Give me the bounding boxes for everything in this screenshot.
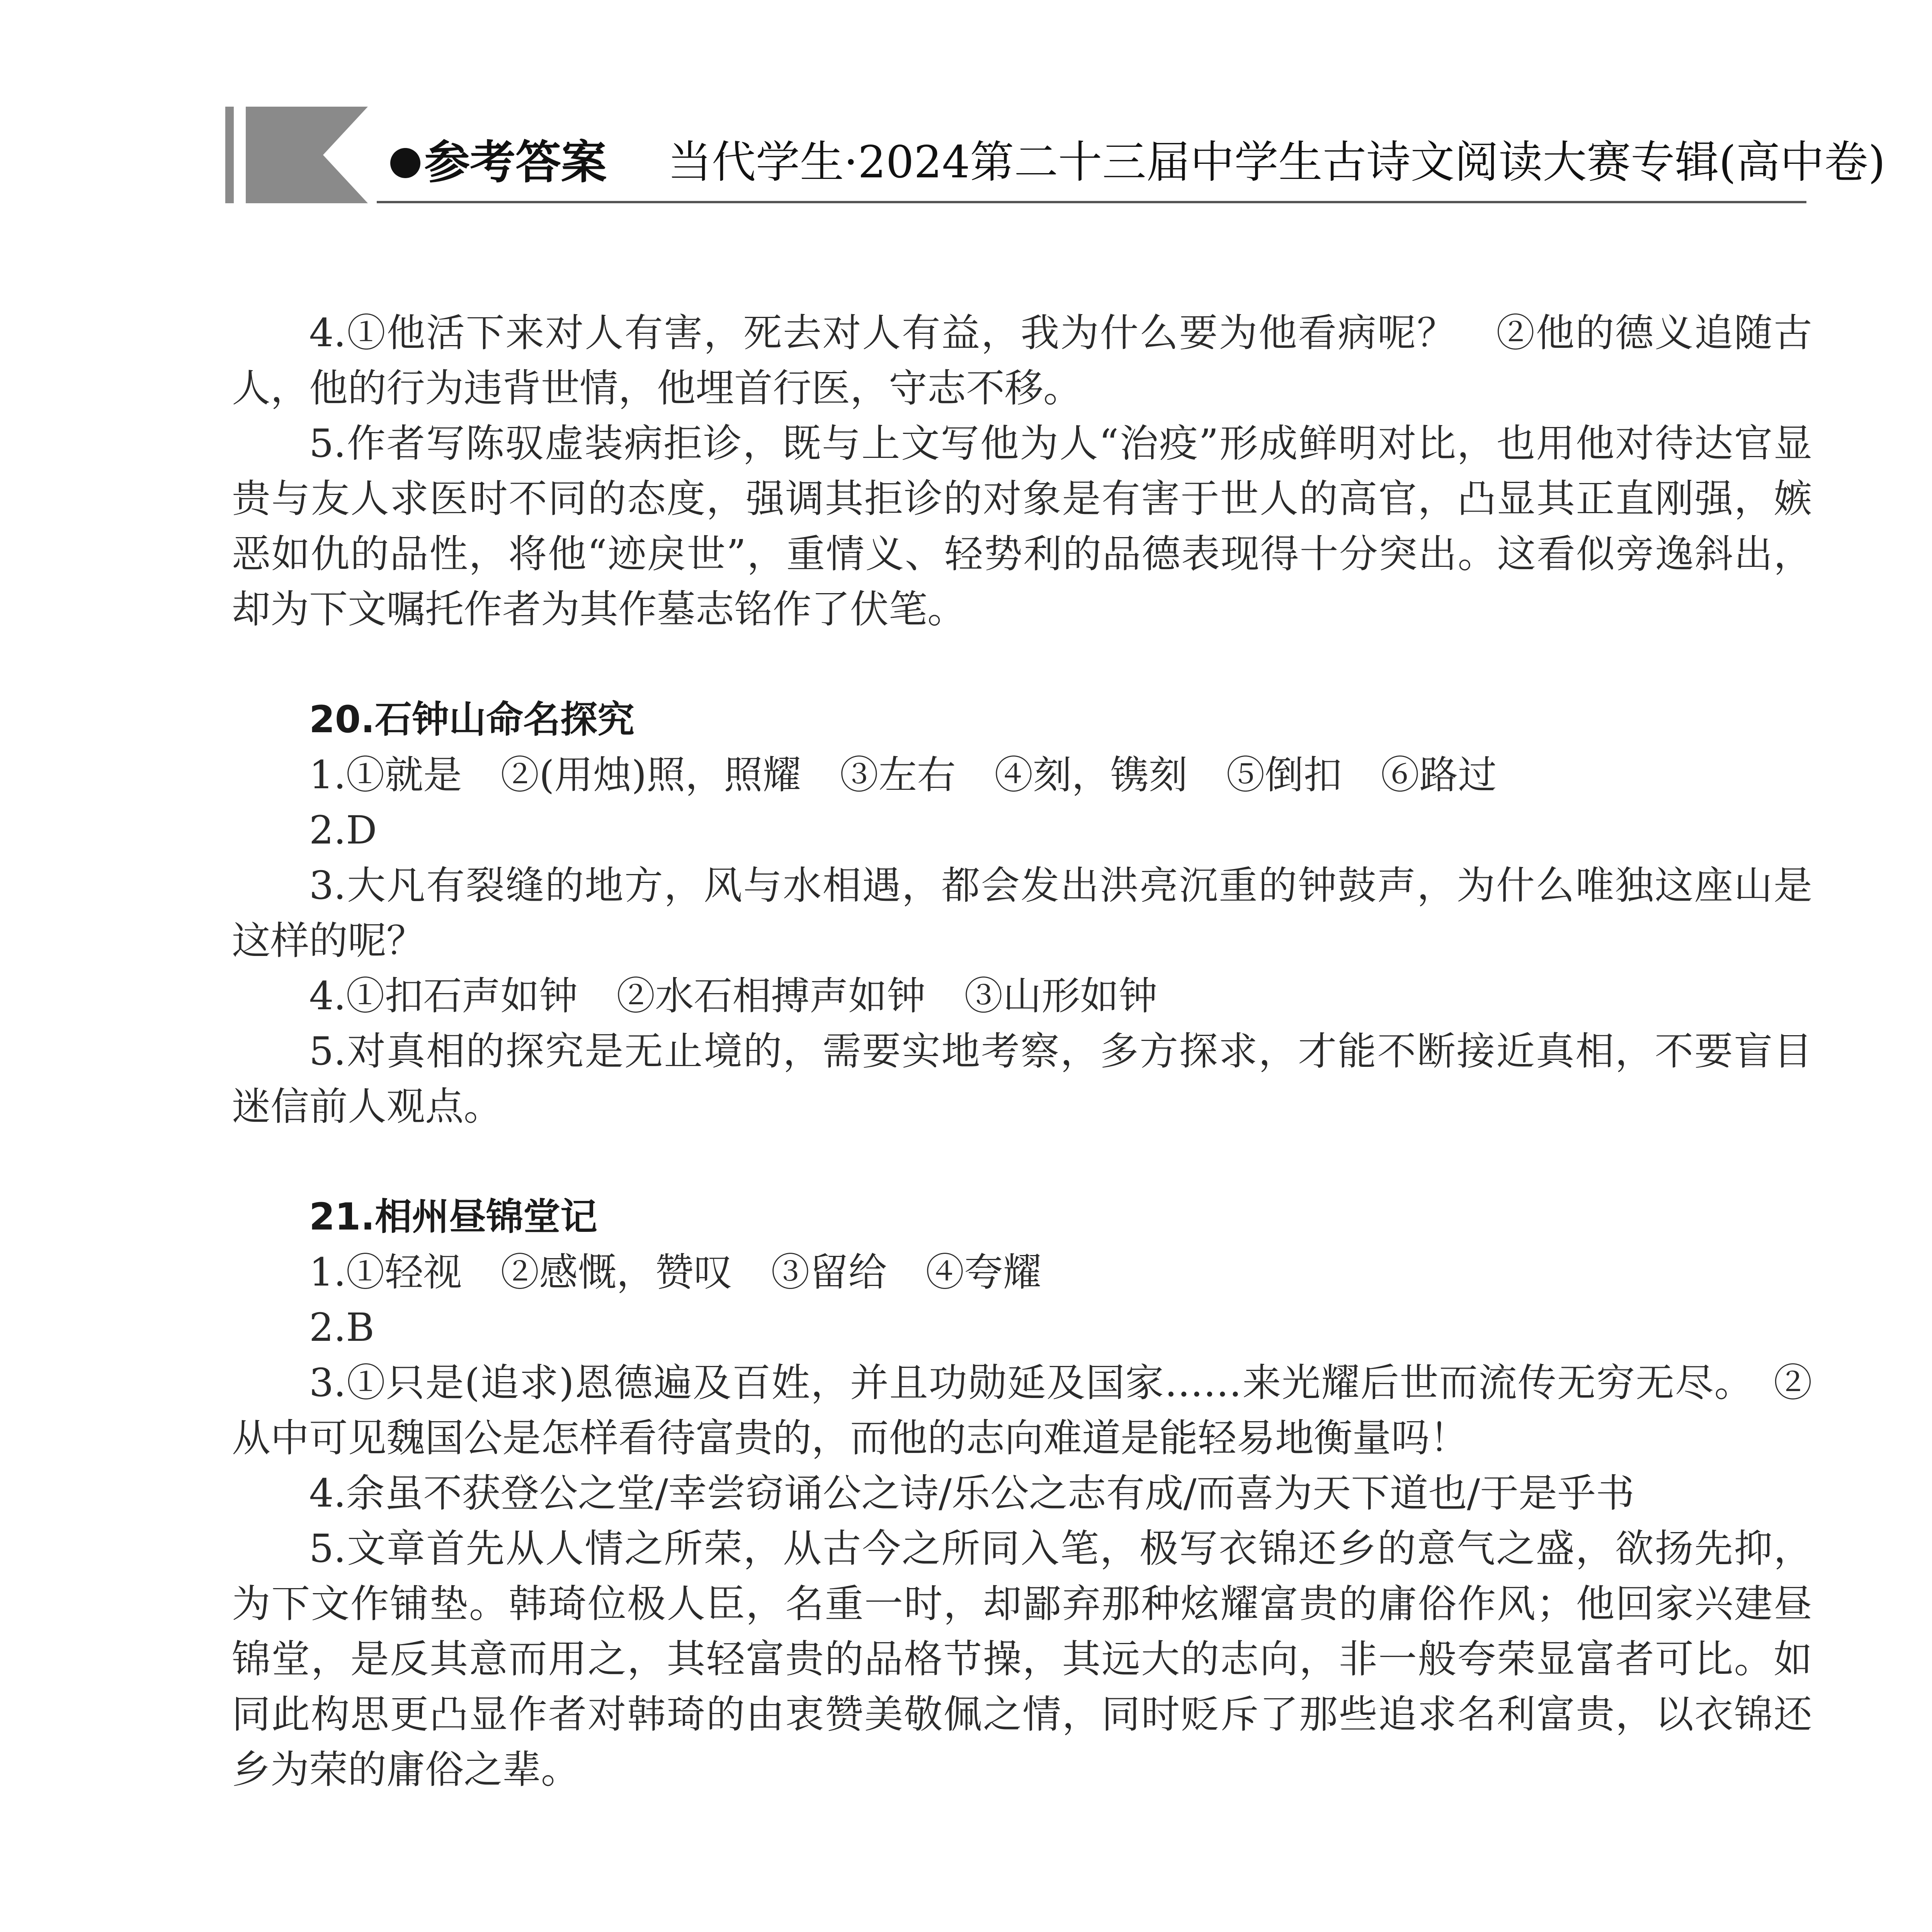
answer-item: 1.①轻视 ②感慨，赞叹 ③留给 ④夸耀 [309, 1250, 1042, 1295]
intro-answers [232, 305, 1812, 637]
section-title: 21.相州昼锦堂记 [309, 1195, 598, 1238]
bullet-dot-icon [390, 148, 420, 178]
section-title: 20.石钟山命名探究 [309, 698, 635, 741]
header-flag-icon [246, 107, 368, 203]
answer-item: 4.①扣石声如钟 ②水石相搏声如钟 ③山形如钟 [309, 973, 1158, 1019]
publication-title: 当代学生·2024第二十三届中学生古诗文阅读大赛专辑(高中卷) [668, 136, 1886, 188]
answer-item: 2.B [309, 1305, 374, 1350]
answer-item: 5.对真相的探究是无止境的，需要实地考察，多方探求，才能不断接近真相，不要盲目迷信前人观点。 [232, 1029, 1812, 1129]
answer-item: 3.①只是(追求)恩德遍及百姓，并且功勋延及国家……来光耀后世而流传无穷无尽。 ②从中可见魏国公是怎样看待富贵的，而他的志向难道是能轻易地衡量吗！ [232, 1360, 1812, 1461]
answer-item: 4.①他活下来对人有害，死去对人有益，我为什么要为他看病呢？ ②他的德义追随古人，他的行为违背世情，他埋首行医，守志不移。 [232, 310, 1812, 411]
section-20 [232, 692, 1812, 1134]
header-rule [377, 201, 1806, 203]
answer-item: 1.①就是 ②(用烛)照，照耀 ③左右 ④刻，镌刻 ⑤倒扣 ⑥路过 [309, 752, 1497, 798]
answer-content [232, 305, 1812, 1797]
answer-item: 3.大凡有裂缝的地方，风与水相遇，都会发出洪亮沉重的钟鼓声，为什么唯独这座山是这样的呢？ [232, 863, 1812, 963]
section-21 [232, 1189, 1812, 1797]
answer-item: 2.D [309, 808, 377, 853]
answer-item: 5.作者写陈驭虚装病拒诊，既与上文写他为人“治疫”形成鲜明对比，也用他对待达官显贵与友人求医时不同的态度，强调其拒诊的对象是有害于世人的高官，凸显其正直刚强，嫉恶如仇的品性，将他“迹戾世”，重情义、轻势利的品德表现得十分突出。这看似旁逸斜出，却为下文嘱托作者为其作墓志铭作了伏笔。 [232, 421, 1812, 632]
answer-item: 4.余虽不获登公之堂/幸尝窃诵公之诗/乐公之志有成/而喜为天下道也/于是乎书 [309, 1471, 1635, 1516]
header-left-bar [225, 107, 234, 203]
answer-item: 5.文章首先从人情之所荣，从古今之所同入笔，极写衣锦还乡的意气之盛，欲扬先抑，为下文作铺垫。韩琦位极人臣，名重一时，却鄙弃那种炫耀富贵的庸俗作风；他回家兴建昼锦堂，是反其意而用之，其轻富贵的品格节操，其远大的志向，非一般夸荣显富者可比。如同此构思更凸显作者对韩琦的由衷赞美敬佩之情，同时贬斥了那些追求名利富贵，以衣锦还乡为荣的庸俗之辈。 [232, 1526, 1812, 1792]
section-label: 参考答案 [424, 136, 607, 189]
